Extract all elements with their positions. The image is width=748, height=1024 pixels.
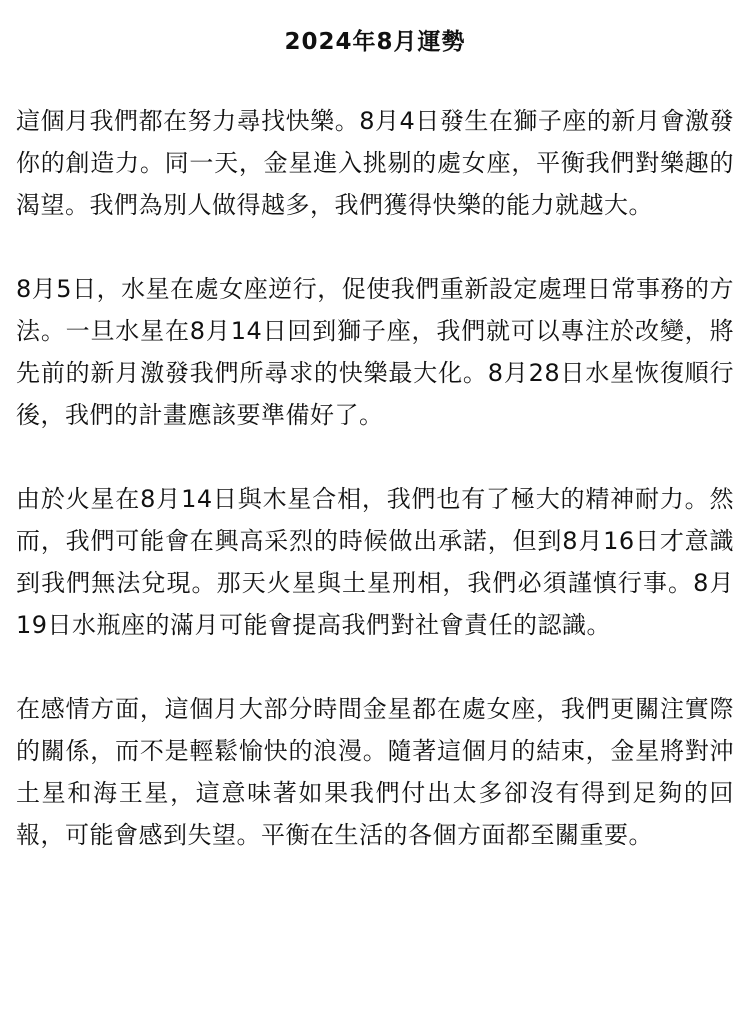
paragraph-love: 在感情方面，這個月大部分時間金星都在處女座，我們更關注實際的關係，而不是輕鬆愉快的浪漫。隨著這個月的結束，金星將對沖土星和海王星，這意味著如果我們付出太多卻沒有得到足夠的回報，可能會感到失望。平衡在生活的各個方面都至關重要。: [16, 695, 734, 849]
paragraph-mars: 由於火星在8月14日與木星合相，我們也有了極大的精神耐力。然而，我們可能會在興高采烈的時候做出承諾，但到8月16日才意識到我們無法兌現。那天火星與土星刑相，我們必須謹慎行事。8月19日水瓶座的滿月可能會提高我們對社會責任的認識。: [16, 485, 734, 639]
paragraph-mercury: 8月5日，水星在處女座逆行，促使我們重新設定處理日常事務的方法。一旦水星在8月14日回到獅子座，我們就可以專注於改變，將先前的新月激發我們所尋求的快樂最大化。8月28日水星恢復順行後，我們的計畫應該要準備好了。: [16, 275, 734, 429]
paragraph-intro: 這個月我們都在努力尋找快樂。8月4日發生在獅子座的新月會激發你的創造力。同一天，金星進入挑剔的處女座，平衡我們對樂趣的渴望。我們為別人做得越多，我們獲得快樂的能力就越大。: [16, 107, 734, 219]
page-title: 2024年8月運勢: [284, 29, 466, 55]
